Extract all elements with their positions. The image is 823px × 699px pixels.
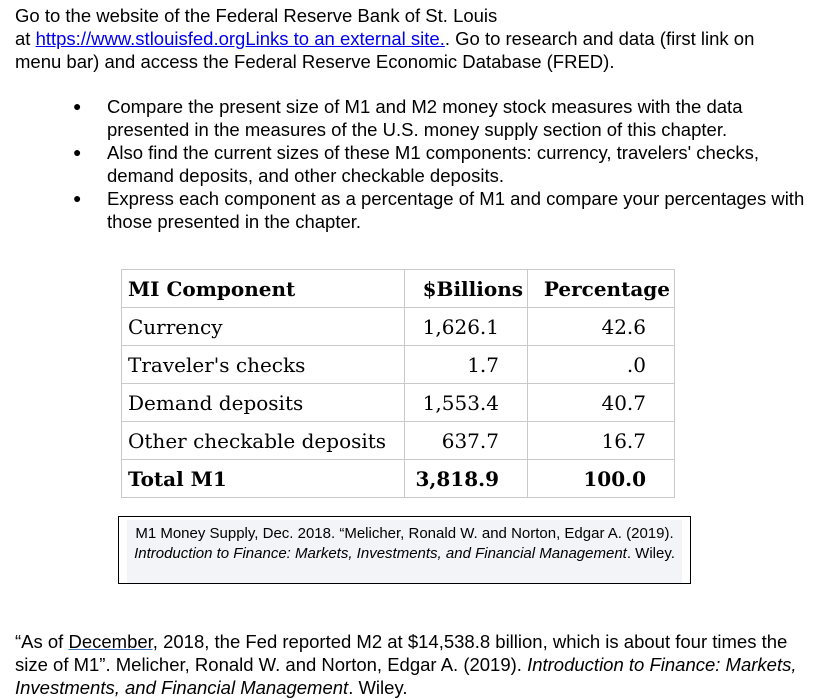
cell-component: Other checkable deposits xyxy=(122,422,405,460)
caption-end: . Wiley. xyxy=(626,545,675,562)
cell-component: Demand deposits xyxy=(122,384,405,422)
cell-total-label: Total M1 xyxy=(122,460,405,498)
list-item xyxy=(60,141,805,187)
table-header-row xyxy=(122,270,675,308)
header-percentage: Percentage xyxy=(528,270,675,308)
table-row xyxy=(122,308,675,346)
cell-total-percentage: 100.0 xyxy=(528,460,675,498)
quote-rest: 2018, the Fed reported M2 at $14,538.8 billion, which is about four times the size of M1”. Melicher, Ronald W. and Norton, Edgar A. (2019). xyxy=(15,631,788,675)
bullet-text: Also find the current sizes of these M1 components: currency, travelers' checks, demand deposits, and other checkable deposits. xyxy=(107,142,759,186)
bullet-text: Express each component as a percentage of M1 and compare your percentages with those presented in the chapter. xyxy=(107,188,805,232)
intro-paragraph xyxy=(15,4,805,73)
header-billions: $Billions xyxy=(405,270,528,308)
intro-rest: . Go to research and data (first link on menu bar) and access the Federal Reserve Economic Database (FRED). xyxy=(15,28,755,72)
quote-end: . Wiley. xyxy=(348,677,408,698)
table-row xyxy=(122,346,675,384)
cell-percentage: 16.7 xyxy=(528,422,675,460)
intro-line-1: Go to the website of the Federal Reserve Bank of St. Louis xyxy=(15,5,498,26)
caption-plain: M1 Money Supply, Dec. 2018. “Melicher, Ronald W. and Norton, Edgar A. (2019). xyxy=(135,525,674,542)
cell-total-billions: 3,818.9 xyxy=(405,460,528,498)
cell-percentage: .0 xyxy=(528,346,675,384)
table-total-row xyxy=(122,460,675,498)
m1-components-table xyxy=(121,269,675,498)
cell-component: Traveler's checks xyxy=(122,346,405,384)
cell-percentage: 42.6 xyxy=(528,308,675,346)
task-list xyxy=(60,95,805,233)
cell-percentage: 40.7 xyxy=(528,384,675,422)
caption-title: Introduction to Finance: Markets, Investments, and Financial Management xyxy=(134,545,627,562)
cell-billions: 1,553.4 xyxy=(405,384,528,422)
quote-paragraph xyxy=(15,630,810,699)
quote-open: “As of xyxy=(15,631,69,652)
quote-title: Introduction to Finance: Markets, Investments, and Financial Management xyxy=(15,654,797,698)
bullet-icon: ● xyxy=(73,98,82,114)
list-item xyxy=(60,95,805,141)
table-row xyxy=(122,384,675,422)
quote-underlined-word: December, xyxy=(68,631,158,652)
bullet-icon: ● xyxy=(73,190,82,206)
list-item xyxy=(60,187,805,233)
header-component: MI Component xyxy=(122,270,405,308)
table-row xyxy=(122,422,675,460)
caption-text xyxy=(127,520,682,584)
cell-component: Currency xyxy=(122,308,405,346)
bullet-icon: ● xyxy=(73,144,82,160)
stlouisfed-link[interactable]: https://www.stlouisfed.orgLinks to an external site. xyxy=(35,28,445,49)
bullet-text: Compare the present size of M1 and M2 money stock measures with the data presented in the measures of the U.S. money supply section of this chapter. xyxy=(107,96,743,140)
intro-at: at xyxy=(15,28,36,49)
cell-billions: 1.7 xyxy=(405,346,528,384)
cell-billions: 1,626.1 xyxy=(405,308,528,346)
table-caption xyxy=(118,516,691,584)
cell-billions: 637.7 xyxy=(405,422,528,460)
